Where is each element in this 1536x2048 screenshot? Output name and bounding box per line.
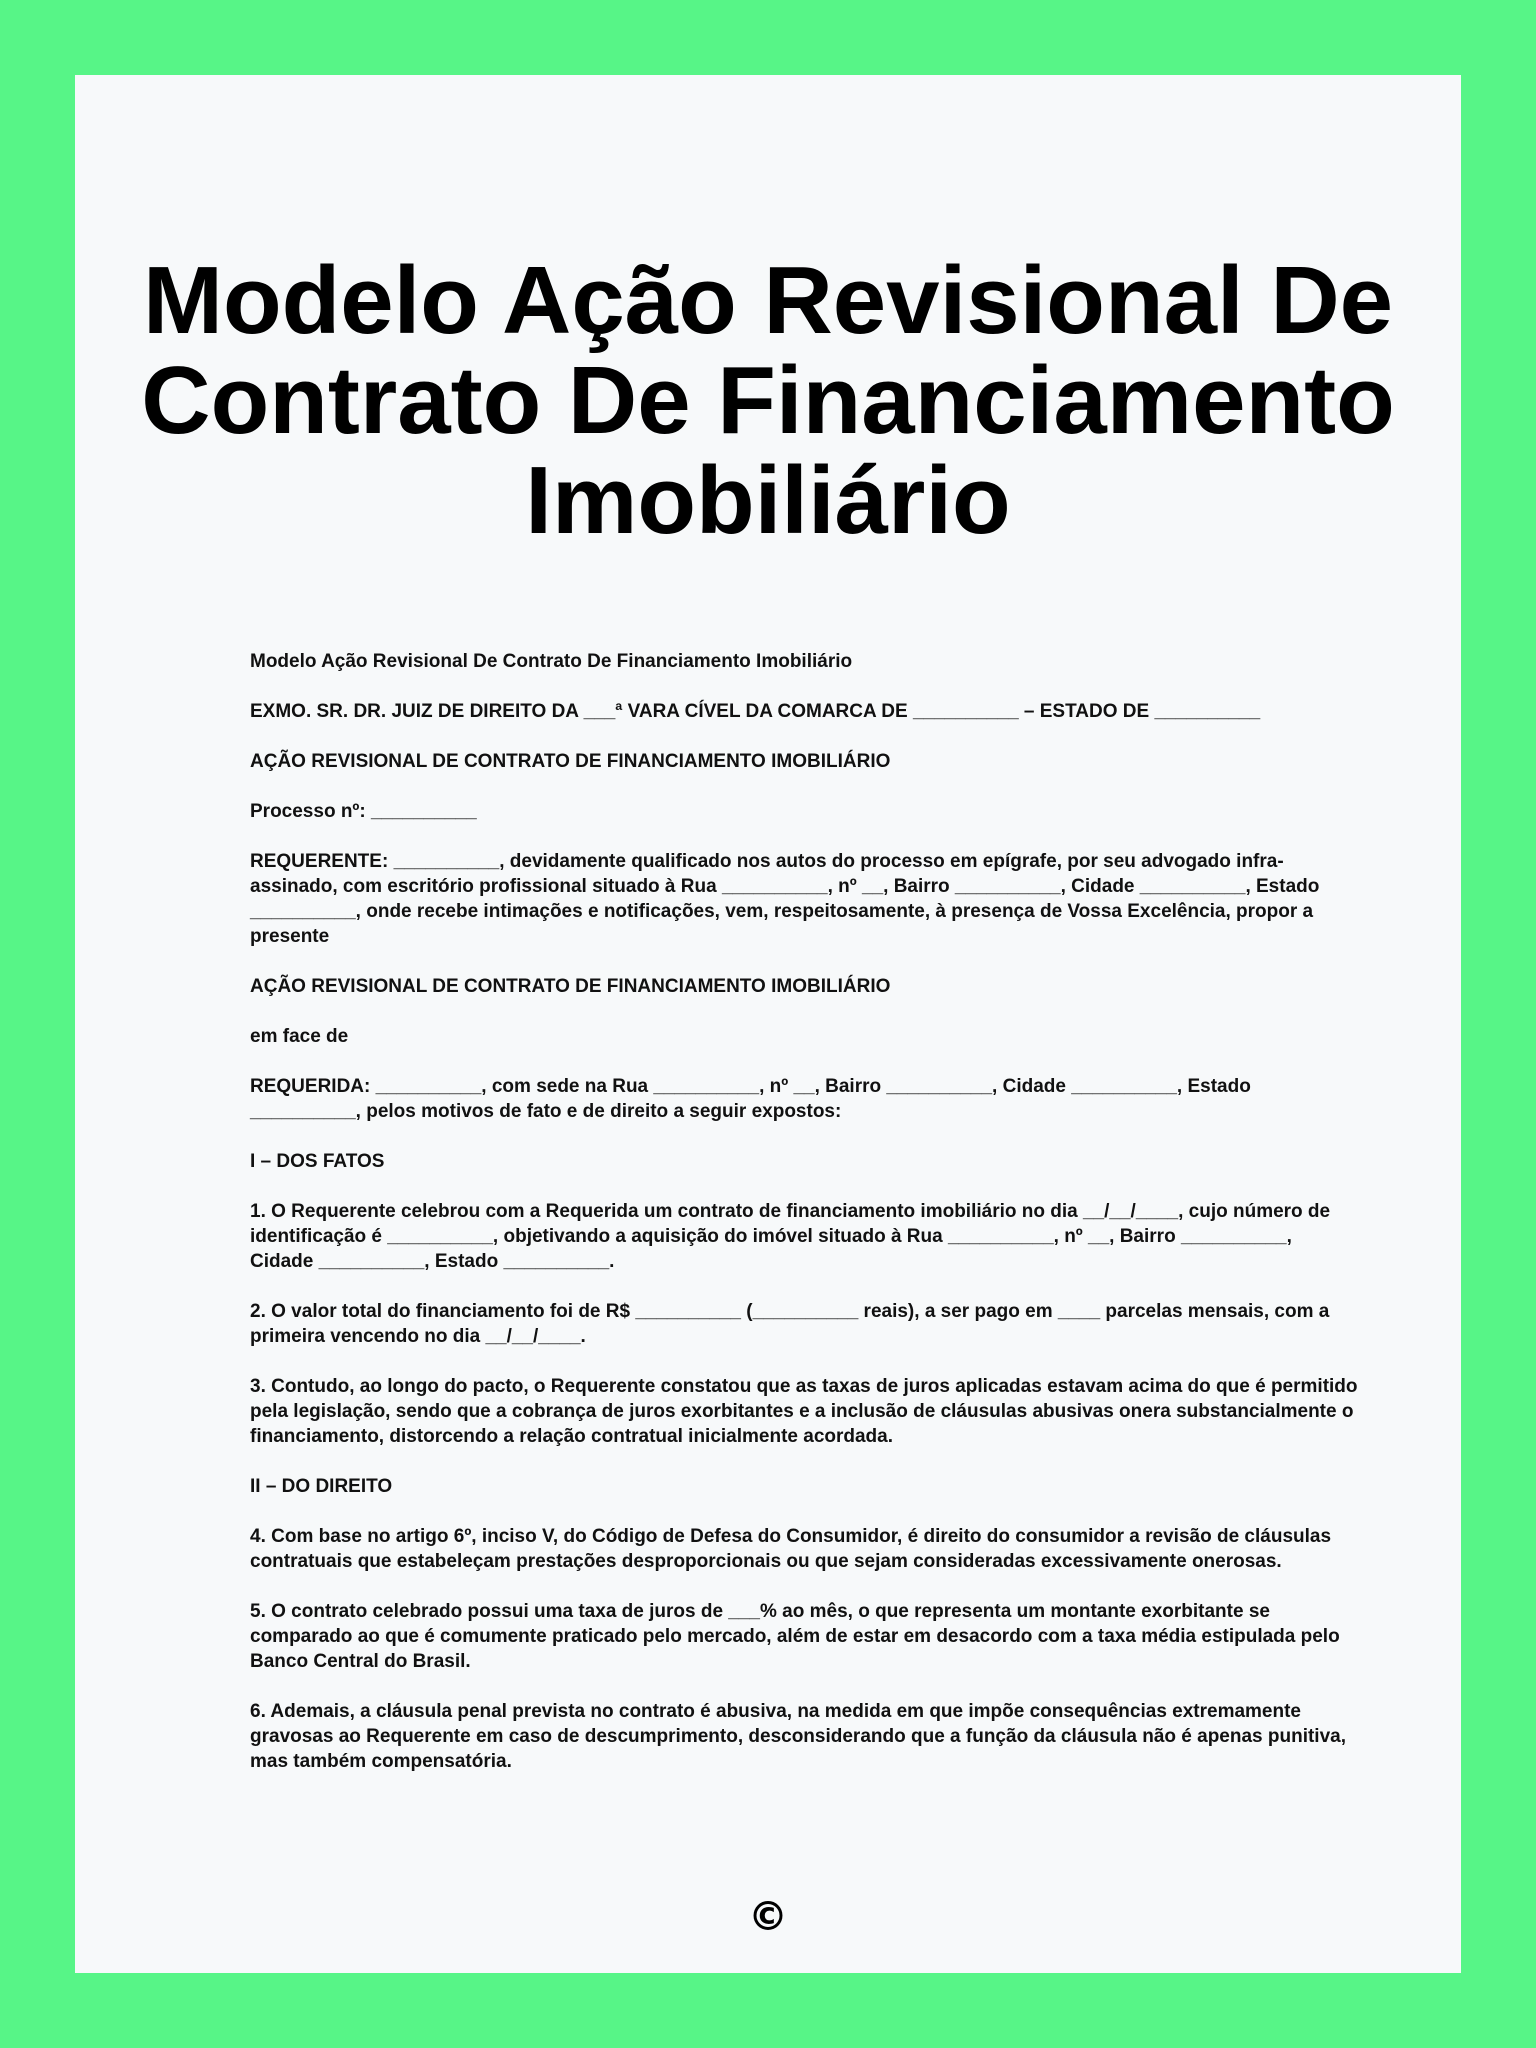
section-heading-facts: I – DOS FATOS xyxy=(250,1151,385,1172)
clause-item-5: 5. O contrato celebrado possui uma taxa de juros de ___% ao mês, o que representa um montante exorbitante se comparado ao que é comumente praticado pelo mercado, além de estar em desacordo com a taxa média estipulada pelo Banco Central do Brasil. xyxy=(250,1601,1340,1672)
document-body xyxy=(250,649,1360,1799)
copyright-icon: © xyxy=(748,1894,788,1940)
clause-item-4: 4. Com base no artigo 6º, inciso V, do Código de Defesa do Consumidor, é direito do consumidor a revisão de cláusulas contratuais que estabeleçam prestações desproporcionais ou que sejam consideradas excessivamente onerosas. xyxy=(250,1526,1332,1572)
clause-item-3: 3. Contudo, ao longo do pacto, o Requerente constatou que as taxas de juros aplicadas estavam acima do que é permitido pela legislação, sendo que a cobrança de juros exorbitantes e a inclusão de cláusulas abusivas onera substancialmente o financiamento, distorcendo a relação contratual inicialmente acordada. xyxy=(250,1376,1358,1447)
clause-item-1: 1. O Requerente celebrou com a Requerida um contrato de financiamento imobiliário no dia __/__/____, cujo número de identificação é __________, objetivando a aquisição do imóvel situado à Rua __________, nº __, Bairro __________, Cidade __________, Estado __________. xyxy=(250,1201,1331,1272)
section-heading-law: II – DO DIREITO xyxy=(250,1476,393,1497)
in-face-of-text: em face de xyxy=(250,1026,349,1047)
process-number: Processo nº: __________ xyxy=(250,801,477,822)
clause-item-6: 6. Ademais, a cláusula penal prevista no contrato é abusiva, na medida em que impõe consequências extremamente gravosas ao Requerente em caso de descumprimento, desconsiderando que a função da cláusula não é apenas punitiva, mas também compensatória. xyxy=(250,1701,1346,1772)
clause-item-2: 2. O valor total do financiamento foi de R$ __________ (__________ reais), a ser pago em ____ parcelas mensais, com a primeira vencendo no dia __/__/____. xyxy=(250,1301,1330,1347)
addressee-paragraph: EXMO. SR. DR. JUIZ DE DIREITO DA ___ª VARA CÍVEL DA COMARCA DE __________ – ESTADO DE __________ xyxy=(250,701,1261,722)
page-title: Modelo Ação Revisional De Contrato De Financiamento Imobiliário xyxy=(141,247,1395,554)
plaintiff-paragraph: REQUERENTE: __________, devidamente qualificado nos autos do processo em epígrafe, por seu advogado infra-assinado, com escritório profissional situado à Rua __________, nº __, Bairro __________, Cidade __________, Estado __________, onde recebe intimações e notificações, vem, respeitosamente, à presença de Vossa Excelência, propor a presente xyxy=(250,851,1320,947)
action-title: AÇÃO REVISIONAL DE CONTRATO DE FINANCIAMENTO IMOBILIÁRIO xyxy=(250,751,891,772)
action-title-repeat: AÇÃO REVISIONAL DE CONTRATO DE FINANCIAMENTO IMOBILIÁRIO xyxy=(250,976,891,997)
document-page xyxy=(75,75,1461,1973)
defendant-paragraph: REQUERIDA: __________, com sede na Rua __________, nº __, Bairro __________, Cidade __________, Estado __________, pelos motivos de fato e de direito a seguir expostos: xyxy=(250,1076,1251,1122)
document-title: Modelo Ação Revisional De Contrato De Financiamento Imobiliário xyxy=(250,651,853,672)
